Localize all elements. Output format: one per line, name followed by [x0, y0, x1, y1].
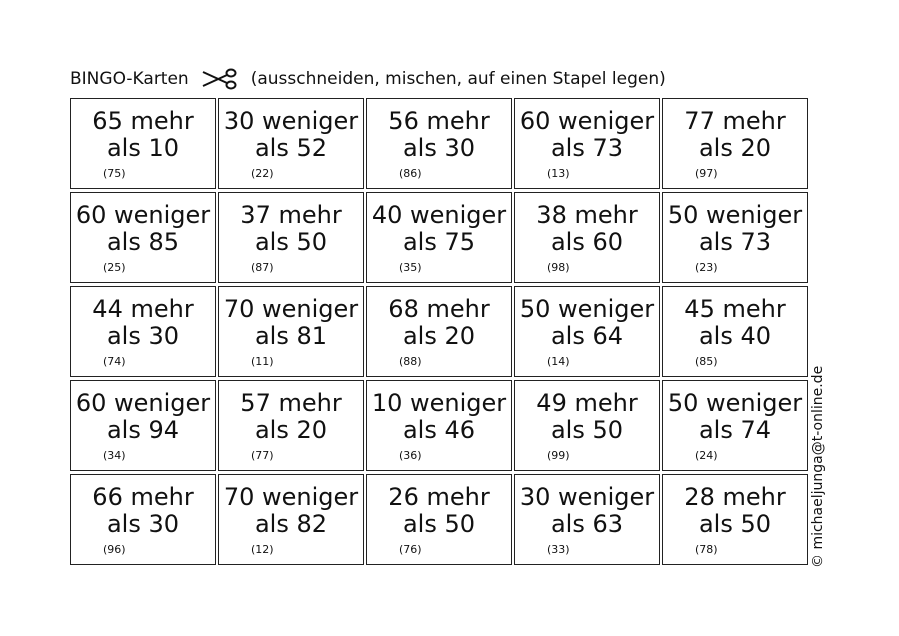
card-line-2: als 50 — [402, 510, 476, 538]
card-answer: (86) — [399, 167, 422, 180]
card-line-1: 65 mehr — [92, 107, 194, 135]
bingo-card — [366, 380, 512, 471]
card-line-2: als 75 — [402, 228, 476, 256]
card-line-2: als 52 — [254, 134, 328, 162]
card-line-2: als 20 — [254, 416, 328, 444]
card-answer: (23) — [695, 261, 718, 274]
bingo-card — [70, 192, 216, 283]
card-answer: (74) — [103, 355, 126, 368]
bingo-card — [218, 474, 364, 565]
bingo-card — [514, 192, 660, 283]
card-line-1: 50 weniger — [667, 201, 803, 229]
bingo-card — [70, 98, 216, 189]
card-line-2: als 40 — [698, 322, 772, 350]
card-line-2: als 82 — [254, 510, 328, 538]
card-line-2: als 74 — [698, 416, 772, 444]
copyright-notice: © michaeljunga@t-online.de — [810, 365, 826, 568]
bingo-card — [366, 474, 512, 565]
bingo-card — [218, 380, 364, 471]
card-answer: (85) — [695, 355, 718, 368]
card-answer: (12) — [251, 543, 274, 556]
card-line-1: 38 mehr — [536, 201, 638, 229]
card-answer: (35) — [399, 261, 422, 274]
card-line-2: als 20 — [698, 134, 772, 162]
card-answer: (33) — [547, 543, 570, 556]
bingo-card — [218, 98, 364, 189]
card-line-1: 50 weniger — [519, 295, 655, 323]
card-line-2: als 60 — [550, 228, 624, 256]
card-answer: (88) — [399, 355, 422, 368]
bingo-card — [662, 380, 808, 471]
card-line-1: 37 mehr — [240, 201, 342, 229]
card-line-1: 40 weniger — [371, 201, 507, 229]
card-answer: (98) — [547, 261, 570, 274]
bingo-card — [662, 474, 808, 565]
bingo-card — [218, 286, 364, 377]
bingo-card — [70, 380, 216, 471]
card-answer: (96) — [103, 543, 126, 556]
card-line-2: als 73 — [550, 134, 624, 162]
bingo-card — [366, 192, 512, 283]
card-line-2: als 73 — [698, 228, 772, 256]
bingo-card — [70, 286, 216, 377]
instruction-text: (ausschneiden, mischen, auf einen Stapel legen) — [250, 69, 666, 89]
bingo-card — [662, 192, 808, 283]
bingo-card — [366, 286, 512, 377]
card-answer: (76) — [399, 543, 422, 556]
card-answer: (22) — [251, 167, 274, 180]
bingo-card — [366, 98, 512, 189]
card-line-1: 70 weniger — [223, 483, 359, 511]
bingo-card — [514, 380, 660, 471]
card-line-2: als 50 — [550, 416, 624, 444]
card-line-2: als 50 — [698, 510, 772, 538]
page-header — [70, 66, 666, 92]
card-line-1: 44 mehr — [92, 295, 194, 323]
bingo-card — [70, 474, 216, 565]
card-line-2: als 30 — [402, 134, 476, 162]
card-line-1: 77 mehr — [684, 107, 786, 135]
scissors-icon — [201, 68, 237, 90]
card-answer: (87) — [251, 261, 274, 274]
card-line-2: als 10 — [106, 134, 180, 162]
card-line-1: 49 mehr — [536, 389, 638, 417]
card-answer: (36) — [399, 449, 422, 462]
card-line-1: 50 weniger — [667, 389, 803, 417]
card-line-1: 57 mehr — [240, 389, 342, 417]
card-line-1: 70 weniger — [223, 295, 359, 323]
card-line-2: als 63 — [550, 510, 624, 538]
card-line-1: 26 mehr — [388, 483, 490, 511]
card-line-1: 60 weniger — [75, 201, 211, 229]
card-answer: (34) — [103, 449, 126, 462]
card-line-1: 60 weniger — [519, 107, 655, 135]
card-line-2: als 64 — [550, 322, 624, 350]
card-line-1: 60 weniger — [75, 389, 211, 417]
bingo-card — [218, 192, 364, 283]
card-answer: (99) — [547, 449, 570, 462]
card-line-2: als 85 — [106, 228, 180, 256]
card-line-2: als 20 — [402, 322, 476, 350]
bingo-card — [662, 98, 808, 189]
card-line-1: 30 weniger — [519, 483, 655, 511]
card-line-1: 66 mehr — [92, 483, 194, 511]
card-line-2: als 81 — [254, 322, 328, 350]
card-answer: (13) — [547, 167, 570, 180]
card-line-1: 45 mehr — [684, 295, 786, 323]
card-answer: (78) — [695, 543, 718, 556]
card-answer: (75) — [103, 167, 126, 180]
card-answer: (97) — [695, 167, 718, 180]
card-line-1: 56 mehr — [388, 107, 490, 135]
bingo-card — [514, 474, 660, 565]
card-answer: (25) — [103, 261, 126, 274]
card-answer: (24) — [695, 449, 718, 462]
card-answer: (14) — [547, 355, 570, 368]
card-line-1: 10 weniger — [371, 389, 507, 417]
bingo-card — [662, 286, 808, 377]
card-line-1: 30 weniger — [223, 107, 359, 135]
bingo-card-grid — [70, 98, 808, 565]
card-line-2: als 46 — [402, 416, 476, 444]
page-title: BINGO-Karten — [70, 69, 189, 89]
card-answer: (11) — [251, 355, 274, 368]
card-line-2: als 30 — [106, 322, 180, 350]
card-line-2: als 94 — [106, 416, 180, 444]
card-line-2: als 30 — [106, 510, 180, 538]
bingo-card — [514, 286, 660, 377]
card-line-2: als 50 — [254, 228, 328, 256]
card-answer: (77) — [251, 449, 274, 462]
card-line-1: 28 mehr — [684, 483, 786, 511]
card-line-1: 68 mehr — [388, 295, 490, 323]
bingo-card — [514, 98, 660, 189]
